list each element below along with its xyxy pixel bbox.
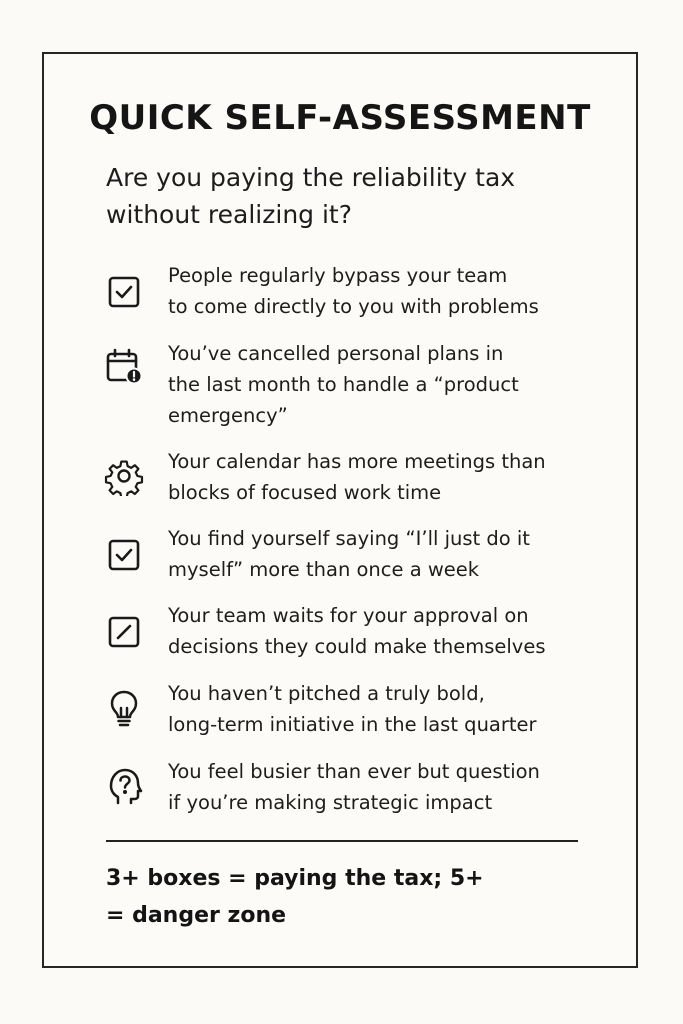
checkbox-slash-icon (104, 612, 144, 652)
checkbox-checked-icon (104, 272, 144, 312)
calendar-alert-icon (104, 346, 144, 386)
item-text (168, 260, 539, 322)
item-text-line: You’ve cancelled personal plans in (168, 342, 504, 365)
item-text-line: myself” more than once a week (168, 558, 480, 581)
item-text-line: long-term initiative in the last quarter (168, 713, 537, 736)
checkbox-checked-icon (104, 535, 144, 575)
assessment-card (42, 52, 638, 968)
item-text (168, 678, 537, 740)
gear-icon (104, 456, 144, 496)
item-text (168, 338, 519, 431)
item-text-line: the last month to handle a “product (168, 373, 519, 396)
subtitle-line: without realizing it? (106, 200, 352, 229)
summary-text (106, 860, 484, 934)
subtitle (106, 159, 515, 233)
item-text (168, 600, 546, 662)
item-text-line: decisions they could make themselves (168, 635, 546, 658)
divider (106, 840, 578, 842)
item-text (168, 446, 546, 508)
item-text (168, 523, 530, 585)
item-text-line: You find yourself saying “I’ll just do it (168, 527, 530, 550)
item-text-line: Your team waits for your approval on (168, 604, 529, 627)
head-question-icon (104, 766, 144, 806)
item-text-line: to come directly to you with problems (168, 295, 539, 318)
item-text-line: People regularly bypass your team (168, 264, 508, 287)
item-text-line: Your calendar has more meetings than (168, 450, 546, 473)
subtitle-line: Are you paying the reliability tax (106, 163, 516, 192)
item-text-line: emergency” (168, 404, 288, 427)
item-text (168, 756, 540, 818)
item-text-line: You feel busier than ever but question (168, 760, 540, 783)
page-title: QUICK SELF-ASSESSMENT (89, 98, 591, 138)
summary-line: 3+ boxes = paying the tax; 5+ (106, 866, 484, 891)
item-text-line: if you’re making strategic impact (168, 791, 493, 814)
item-text-line: blocks of focused work time (168, 481, 442, 504)
lightbulb-icon (104, 688, 144, 728)
summary-line: = danger zone (106, 903, 287, 928)
item-text-line: You haven’t pitched a truly bold, (168, 682, 485, 705)
